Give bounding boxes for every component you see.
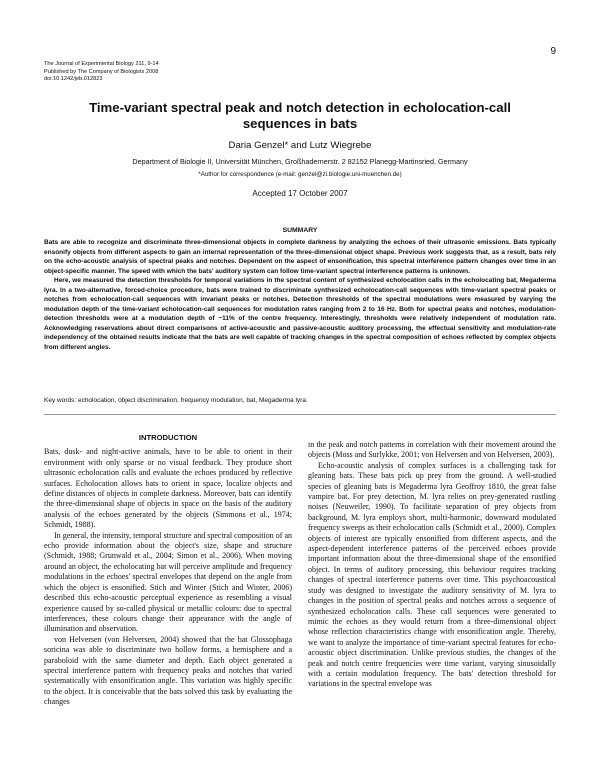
left-column [44,433,292,708]
correspondence: *Author for correspondence (e-mail: genzel@zi.biologie.uni-muenchen.de) [198,171,402,178]
affiliation: Department of Biologie II, Universität München, Großhadernerstr. 2 82152 Planegg-Martinsried, Germany [132,157,468,166]
body-paragraph: in the peak and notch patterns in correlation with their movement around the objects (Moss and Surlykke, 2001; von Helversen and von Helversen, 2003). [308,440,556,460]
journal-meta [44,61,159,84]
body-paragraph: Echo-acoustic analysis of complex surfaces is a challenging task for gleaning bats. These bats pick up prey from the ground. A well-studied species of gleaning bats is Megaderma lyra Geoffroy 1810, the great false vampire bat. For prey detection, M. lyra relies on prey-generated rustling noises (Neuweiler, 1990). To facilitate separation of prey objects from background, M. lyra employs short, multi-harmonic, downward modulated frequency sweeps as their echolocation calls (Schmidt et al., 2000). Complex objects of interest are typically ensonified from different aspects, and the aspect-dependent interference patterns of the perceived echoes provide important information about the three-dimensional shape of the ensonified object. In terms of auditory processing, this behaviour requires tracking changes of spectral interference patterns over time. This psychoacoustical study was designed to investigate the auditory sensitivity of M. lyra to changes in the position of spectral peaks and notches across a sequence of synthesized echolocation calls. These call sequences were generated to mimic the echoes as they would return from a three-dimensional object whose reflection characteristics change with ensonification angle. Thereby, we want to analyze the importance of time-variant spectral features for echo-acoustic object discrimination. Unlike previous studies, the changes of the peak and notch centre frequencies were time variant, varying sinusoidally with a certain modulation frequency. The bats' detection threshold for variations in the spectral envelope was [308,460,556,689]
journal-citation: The Journal of Experimental Biology 211, 9-14 [44,61,159,67]
keywords: Key words: echolocation, object discrimination, frequency modulation, bat, Megaderma lyra. [44,397,308,404]
body-paragraph: Bats, dusk- and night-active animals, have to be able to orient in their environment with only sparse or no visual feedback. They produce short ultrasonic echolocation calls and evaluate the echoes produced by reflective surfaces. Echolocation allows bats to orient in space, localize objects and define distances of objects in complete darkness. Moreover, bats can identify the three-dimensional shape of objects in space on the basis of the auditory analysis of the echoes generated by the objects (Simmons et al., 1974; Schmidt, 1988). [44,447,292,530]
body-paragraph: In general, the intensity, temporal structure and spectral composition of an echo provide information about the object's size, shape and structure (Schmidt, 1988; Grunwald et al., 2004; Simon et al., 2006). When moving around an object, the echolocating bat will perceive amplitude and frequency modulations in the echoes' spectral envelopes that depend on the angle from which the object is ensonified. Stich and Winter (Stich and Winter, 2006) described this echo-acoustic perceptual experience as resembling a visual experience caused by so-called physical or metallic colours: due to spectral interferences, these colours change their appearance with the angle of illumination and observation. [44,530,292,634]
summary-paragraph: Here, we measured the detection thresholds for temporal variations in the spectral content of synthesized echolocation calls in the echolocating bat, Megaderma lyra. In a two-alternative, forced-choice procedure, bats were trained to discriminate synthesized echolocation-call sequences with time-variant spectral peaks or notches from echolocation-call sequences with invariant peaks or notches. Detection thresholds of the spectral modulations were measured by varying the modulation depth of the time-variant echolocation-call sequences for modulation rates ranging from 2 to 16 Hz. Both for spectral peaks and notches, modulation-detection thresholds were at a modulation depth of ~11% of the centre frequency. Interestingly, thresholds were relatively independent of modulation rate. Acknowledging reservations about direct comparisons of active-acoustic and passive-acoustic auditory processing, the effectual sensitivity and modulation-rate independency of the obtained results indicate that the bats are well capable of tracking changes in the spectral composition of echoes reflected by complex objects from different angles. [44,277,556,351]
summary-paragraph: Bats are able to recognize and discriminate three-dimensional objects in complete darkness by analyzing the echoes of their ultrasonic emissions. Bats typically ensonify objects from different aspects to gain an internal representation of the three-dimensional object shape. Previous work suggests that, as a result, bats rely on the echo-acoustic analysis of spectral peaks and notches. Dependent on the aspect of ensonification, this spectral interference pattern changes over time in an object-specific manner. The speed with which the bats' auditory system can follow time-variant spectral interference patterns is unknown. [44,239,556,275]
summary [44,238,556,352]
body-paragraph: von Helversen (von Helversen, 2004) showed that the bat Glossophaga soricina was able to discriminate two hollow forms, a hemisphere and a paraboloid with the same diameter and depth. Each object generated a spectral interference pattern with frequency peaks and notches that varied systematically with ensonification angle. This variation was highly specific to the object. It is conceivable that the bats solved this task by evaluating the changes [44,634,292,707]
divider [44,414,556,415]
journal-doi: doi:10.1242/jeb.012823 [44,76,103,83]
authors: Daria Genzel* and Lutz Wiegrebe [228,140,372,151]
page-number: 9 [550,46,556,57]
accepted-date: Accepted 17 October 2007 [252,189,348,198]
summary-heading: SUMMARY [282,227,318,234]
journal-publisher: Published by The Company of Biologists 2008 [44,68,159,75]
introduction-heading: INTRODUCTION [138,433,198,442]
right-column [308,440,556,690]
paper-title: Time-variant spectral peak and notch detection in echolocation-call sequences in bats [89,100,511,131]
